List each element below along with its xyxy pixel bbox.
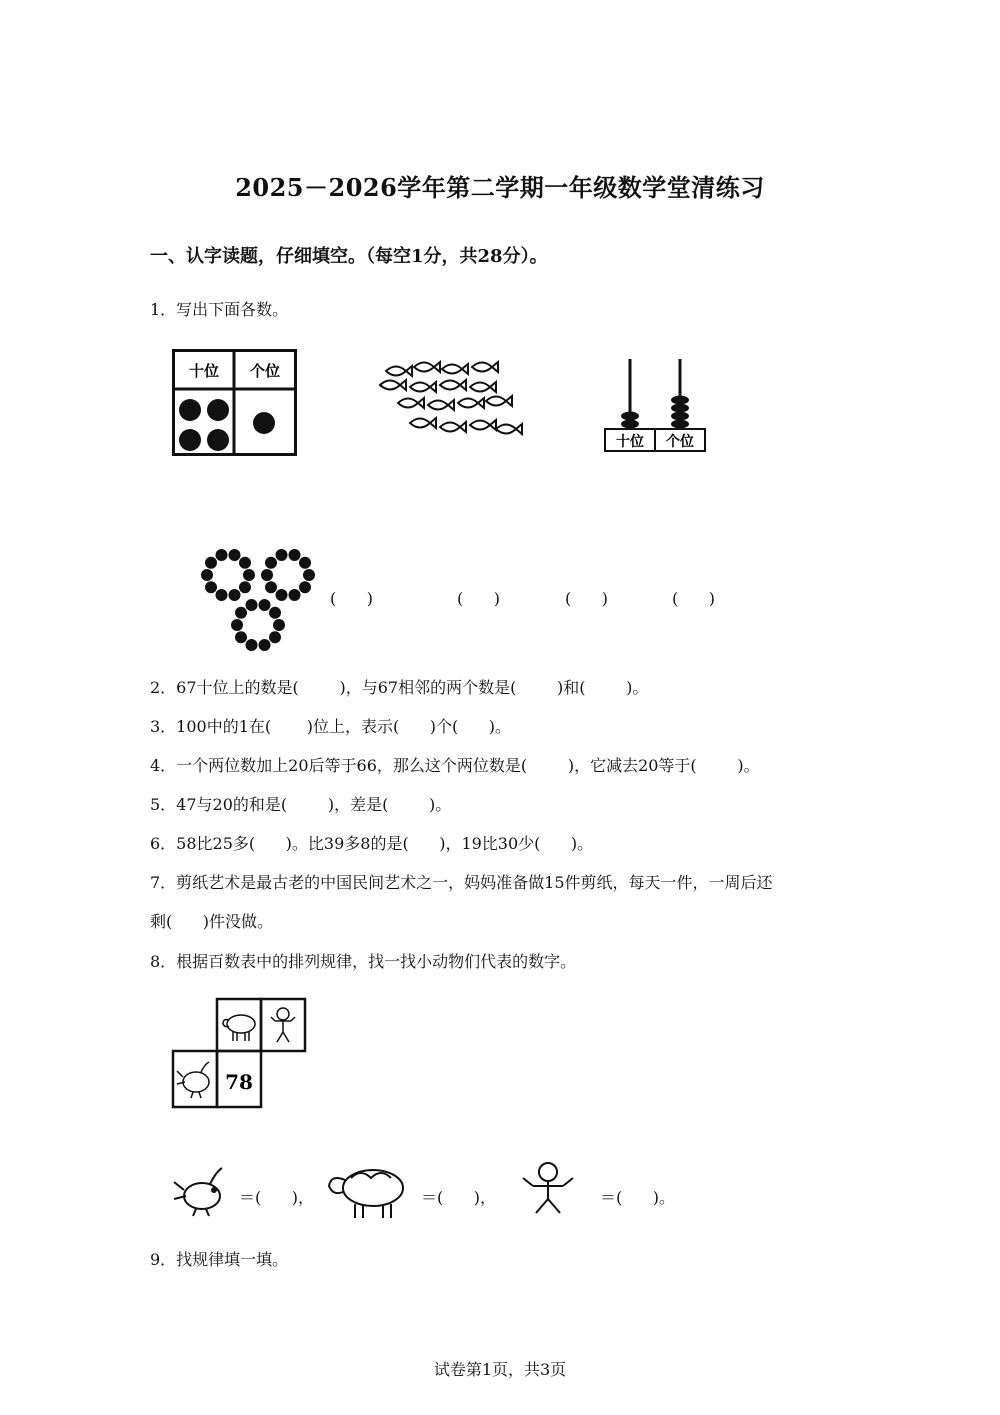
grid-number: 78 bbox=[225, 1070, 253, 1094]
bead bbox=[239, 581, 251, 593]
bead bbox=[205, 581, 217, 593]
bead bbox=[259, 599, 271, 611]
counter bbox=[207, 399, 229, 421]
answer-blank-3[interactable]: ( ) bbox=[565, 589, 608, 608]
sheep-answer[interactable]: ＝( )， bbox=[421, 1188, 497, 1207]
bead bbox=[216, 589, 228, 601]
question-8: 8．根据百数表中的排列规律，找一找小动物们代表的数字。 bbox=[150, 952, 577, 971]
section-heading: 一、认字读题，仔细填空。（每空1分，共28分）。 bbox=[150, 246, 548, 267]
bead bbox=[299, 581, 311, 593]
monkey-answer[interactable]: ＝( )。 bbox=[600, 1188, 676, 1207]
bead bbox=[269, 631, 281, 643]
bead bbox=[265, 581, 277, 593]
hundred-chart-fragment bbox=[171, 997, 307, 1109]
question-7-continued: 剩( )件没做。 bbox=[150, 912, 274, 931]
ring-groups-picture bbox=[200, 545, 315, 653]
question-6: 6．58比25多( )。比39多8的是( )，19比30少( )。 bbox=[150, 834, 594, 853]
pv-ones-label: 个位 bbox=[249, 362, 281, 380]
question-5: 5．47与20的和是( )，差是( )。 bbox=[150, 795, 452, 814]
bead bbox=[205, 557, 217, 569]
monkey-icon bbox=[271, 1008, 295, 1042]
bead bbox=[231, 619, 243, 631]
bead bbox=[246, 599, 258, 611]
place-value-chart bbox=[172, 349, 298, 457]
sheep-icon bbox=[223, 1015, 255, 1041]
bird-icon bbox=[177, 1062, 209, 1098]
bead bbox=[289, 549, 301, 561]
pv-tens-label: 十位 bbox=[188, 362, 220, 380]
page-title: 2025－2026学年第二学期一年级数学堂清练习 bbox=[235, 173, 765, 202]
abacus-tens-label: 十位 bbox=[616, 434, 644, 450]
bird-answer[interactable]: ＝( )， bbox=[239, 1188, 315, 1207]
counter bbox=[253, 412, 275, 434]
bead bbox=[229, 589, 241, 601]
bead bbox=[303, 569, 315, 581]
bead bbox=[269, 607, 281, 619]
counter bbox=[207, 429, 229, 451]
question-3: 3．100中的1在( )位上，表示( )个( )。 bbox=[150, 717, 511, 736]
bird-icon bbox=[170, 1160, 230, 1220]
bead bbox=[243, 569, 255, 581]
bead bbox=[239, 557, 251, 569]
bead bbox=[235, 607, 247, 619]
counter bbox=[179, 399, 201, 421]
abacus-ones-label: 个位 bbox=[666, 434, 694, 450]
bead bbox=[289, 589, 301, 601]
bead bbox=[265, 557, 277, 569]
bead bbox=[201, 569, 213, 581]
abacus bbox=[602, 357, 708, 455]
question-1: 1．写出下面各数。 bbox=[150, 300, 289, 319]
question-7: 7．剪纸艺术是最古老的中国民间艺术之一，妈妈准备做15件剪纸，每天一件，一周后还 bbox=[150, 873, 773, 892]
bead bbox=[216, 549, 228, 561]
bead bbox=[273, 619, 285, 631]
bead bbox=[261, 569, 273, 581]
counter bbox=[179, 429, 201, 451]
monkey-icon bbox=[515, 1158, 581, 1218]
bead bbox=[235, 631, 247, 643]
bead bbox=[259, 639, 271, 651]
question-2: 2．67十位上的数是( )，与67相邻的两个数是( )和( )。 bbox=[150, 678, 649, 697]
fish-group-picture bbox=[378, 357, 528, 442]
bead bbox=[299, 557, 311, 569]
page-footer: 试卷第1页，共3页 bbox=[433, 1360, 567, 1379]
bead bbox=[246, 639, 258, 651]
answer-blank-4[interactable]: ( ) bbox=[672, 589, 715, 608]
bead bbox=[276, 549, 288, 561]
answer-blank-1[interactable]: ( ) bbox=[330, 589, 373, 608]
bead bbox=[229, 549, 241, 561]
bead bbox=[276, 589, 288, 601]
question-4: 4．一个两位数加上20后等于66，那么这个两位数是( )，它减去20等于( )。 bbox=[150, 756, 760, 775]
sheep-icon bbox=[325, 1160, 410, 1222]
answer-blank-2[interactable]: ( ) bbox=[457, 589, 500, 608]
question-9: 9．找规律填一填。 bbox=[150, 1250, 289, 1269]
